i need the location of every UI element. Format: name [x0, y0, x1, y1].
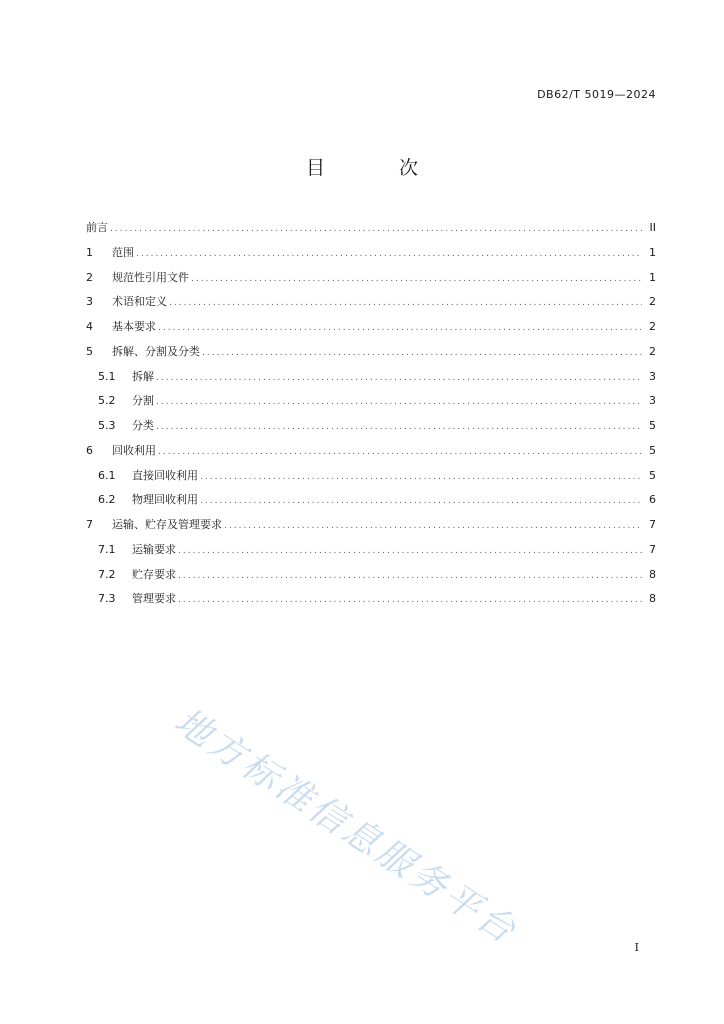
toc-entry-page: 8	[649, 567, 656, 581]
toc-entry-label: 管理要求	[132, 592, 176, 606]
toc-entry-number: 7	[86, 518, 93, 531]
toc-dot-leader	[136, 242, 642, 267]
toc-dot-leader	[158, 440, 642, 465]
toc-entry[interactable]	[86, 587, 656, 612]
toc-entry-label: 运输、贮存及管理要求	[112, 518, 222, 531]
toc-entry-label: 前言	[86, 221, 108, 234]
toc-dot-leader	[202, 341, 642, 366]
toc-entry-label: 术语和定义	[112, 295, 167, 309]
toc-entry-label: 回收利用	[112, 443, 156, 457]
toc-entry-label: 直接回收利用	[132, 468, 198, 482]
toc-dot-leader	[178, 564, 642, 589]
toc-entry[interactable]	[86, 513, 656, 538]
toc-dot-leader	[169, 291, 642, 316]
toc-entry-number: 5.1	[98, 369, 116, 383]
toc-entry-label: 物理回收利用	[132, 493, 198, 507]
toc-dot-leader	[156, 415, 642, 440]
toc-dot-leader	[191, 267, 642, 292]
toc-entry-page: 1	[649, 245, 656, 259]
toc-entry-page: 2	[649, 320, 656, 333]
toc-entry[interactable]	[86, 216, 656, 241]
toc-entry-label: 分割	[132, 394, 154, 408]
toc-entry-page: 6	[649, 493, 656, 507]
toc-entry-label: 贮存要求	[132, 567, 176, 581]
toc-entry-label: 范围	[112, 245, 134, 259]
toc-entry[interactable]	[86, 538, 656, 563]
toc-entry-page: 2	[649, 295, 656, 309]
toc-entry-number: 7.1	[98, 542, 116, 556]
toc-entry-page: 5	[649, 468, 656, 482]
toc-entry[interactable]	[86, 340, 656, 365]
toc-dot-leader	[156, 390, 642, 415]
toc-entry-number: 5	[86, 344, 93, 358]
toc-entry-page: 1	[649, 270, 656, 284]
toc-entry-label: 拆解、分割及分类	[112, 344, 200, 358]
toc-entry-label: 基本要求	[112, 320, 156, 333]
toc-entry-number: 1	[86, 245, 93, 259]
toc-entry-number: 2	[86, 270, 93, 284]
toc-dot-leader	[156, 366, 642, 391]
page-number: I	[634, 941, 639, 954]
toc-entry-page: 7	[649, 518, 656, 531]
toc-entry-number: 5.2	[98, 394, 116, 408]
standard-number: DB62/T 5019—2024	[537, 88, 656, 101]
toc-entry[interactable]	[86, 389, 656, 414]
toc-entry-page: 3	[649, 394, 656, 408]
toc-entry-label: 拆解	[132, 369, 154, 383]
page-title: 目 次	[305, 157, 453, 179]
toc-entry-number: 7.2	[98, 567, 116, 581]
toc-entry-page: 5	[649, 443, 656, 457]
table-of-contents	[86, 216, 656, 612]
toc-dot-leader	[200, 489, 642, 514]
toc-entry-page: 5	[649, 419, 656, 432]
toc-entry-number: 6.2	[98, 493, 116, 507]
toc-entry-label: 运输要求	[132, 542, 176, 556]
toc-dot-leader	[110, 217, 642, 242]
toc-entry-number: 6	[86, 443, 93, 457]
toc-entry[interactable]	[86, 414, 656, 439]
toc-entry-number: 3	[86, 295, 93, 309]
toc-entry[interactable]	[86, 266, 656, 291]
toc-entry-number: 5.3	[98, 419, 116, 432]
toc-entry-page: 2	[649, 344, 656, 358]
watermark: 地方标准信息服务平台	[167, 700, 526, 954]
toc-entry-page: II	[649, 221, 656, 234]
toc-dot-leader	[200, 465, 642, 490]
toc-entry-number: 7.3	[98, 592, 116, 606]
toc-entry[interactable]	[86, 563, 656, 588]
toc-entry-number: 4	[86, 320, 93, 333]
toc-dot-leader	[224, 514, 642, 539]
toc-dot-leader	[178, 539, 642, 564]
toc-entry-page: 7	[649, 542, 656, 556]
toc-entry-page: 3	[649, 369, 656, 383]
toc-entry-page: 8	[649, 592, 656, 606]
toc-entry-label: 规范性引用文件	[112, 270, 189, 284]
toc-entry-label: 分类	[132, 419, 154, 432]
toc-entry[interactable]	[86, 464, 656, 489]
toc-entry[interactable]	[86, 365, 656, 390]
toc-entry[interactable]	[86, 315, 656, 340]
toc-entry[interactable]	[86, 290, 656, 315]
toc-dot-leader	[158, 316, 642, 341]
toc-entry[interactable]	[86, 241, 656, 266]
toc-entry[interactable]	[86, 488, 656, 513]
toc-entry-number: 6.1	[98, 468, 116, 482]
toc-dot-leader	[178, 588, 642, 613]
toc-entry[interactable]	[86, 439, 656, 464]
